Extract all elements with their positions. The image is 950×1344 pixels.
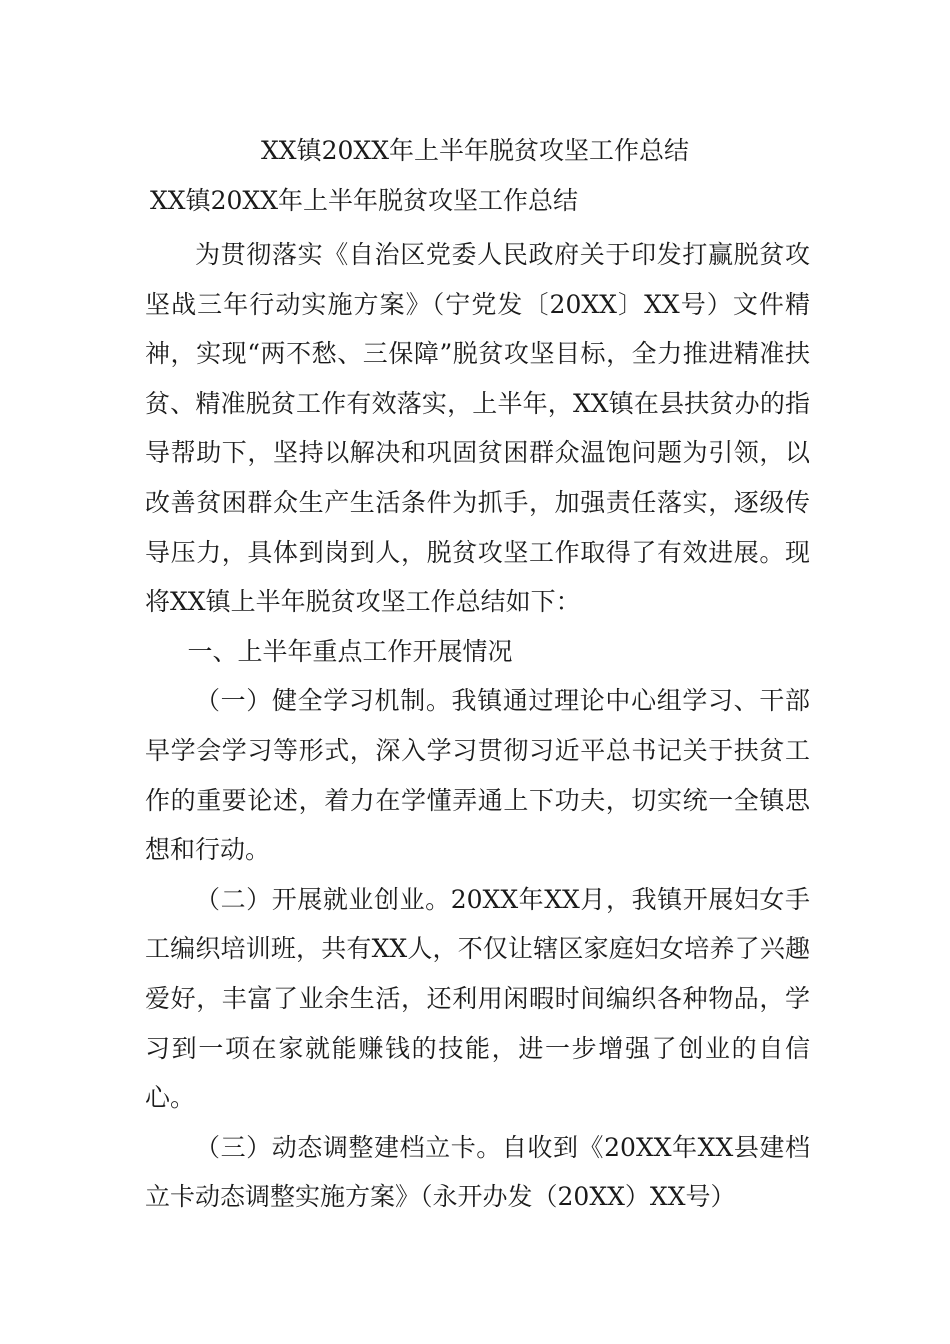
document-body <box>145 230 810 1222</box>
section-heading: 一、上半年重点工作开展情况 <box>187 636 513 666</box>
document-subtitle: XX镇20XX年上半年脱贫攻坚工作总结 <box>150 186 579 215</box>
paragraph-archive-adjustment: （三）动态调整建档立卡。自收到《20XX年XX县建档立卡动态调整实施方案》（永开办发（20XX）XX号） <box>145 1132 810 1212</box>
document-title: XX镇20XX年上半年脱贫攻坚工作总结 <box>260 136 689 165</box>
paragraph-study-mechanism: （一）健全学习机制。我镇通过理论中心组学习、干部早学会学习等形式，深入学习贯彻习近平总书记关于扶贫工作的重要论述，着力在学懂弄通上下功夫，切实统一全镇思想和行动。 <box>145 686 810 865</box>
intro-paragraph: 为贯彻落实《自治区党委人民政府关于印发打赢脱贫攻坚战三年行动实施方案》（宁党发〔20XX〕XX号）文件精神，实现“两不愁、三保障”脱贫攻坚目标，全力推进精准扶贫、精准脱贫工作有效落实，上半年，XX镇在县扶贫办的指导帮助下，坚持以解决和巩固贫困群众温饱问题为引领，以改善贫困群众生产生活条件为抓手，加强责任落实，逐级传导压力，具体到岗到人，脱贫攻坚工作取得了有效进展。现将XX镇上半年脱贫攻坚工作总结如下： <box>145 240 810 617</box>
paragraph-employment: （二）开展就业创业。20XX年XX月，我镇开展妇女手工编织培训班，共有XX人，不仅让辖区家庭妇女培养了兴趣爱好，丰富了业余生活，还利用闲暇时间编织各种物品，学习到一项在家就能赚钱的技能，进一步增强了创业的自信心。 <box>145 884 810 1113</box>
